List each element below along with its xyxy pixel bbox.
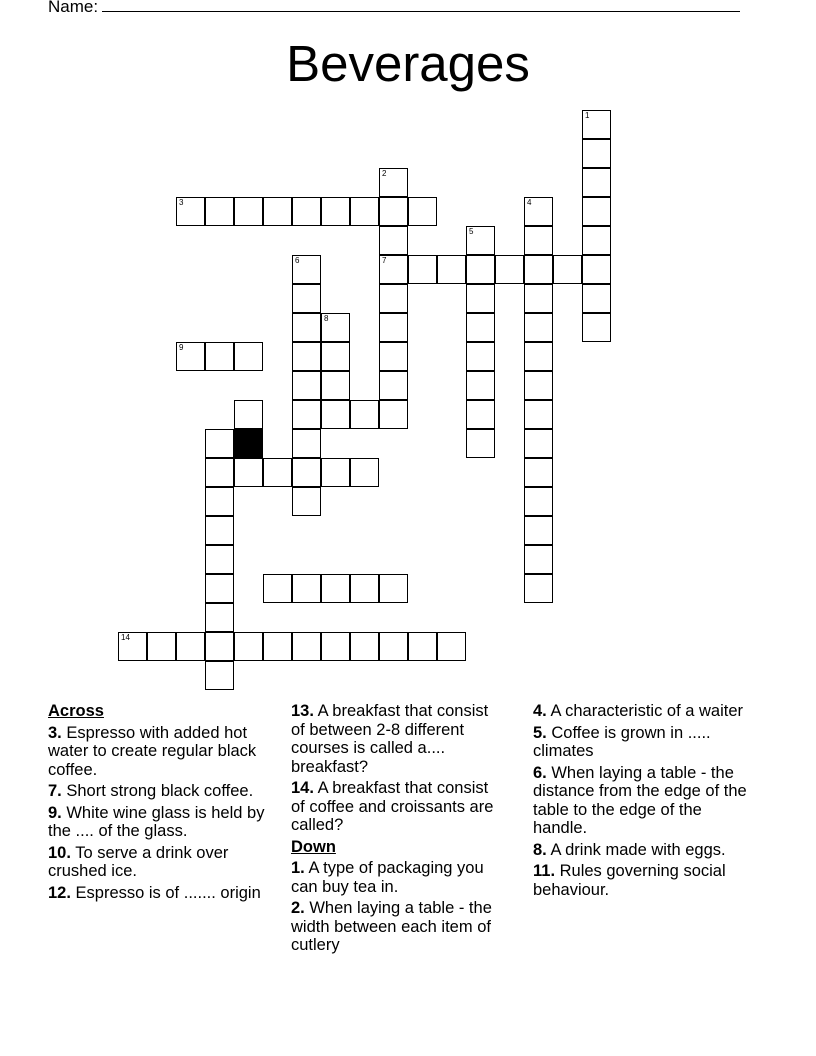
clue-number: 11: [237, 430, 246, 439]
grid-cell[interactable]: [205, 342, 234, 371]
grid-cell[interactable]: [379, 313, 408, 342]
grid-cell[interactable]: [205, 632, 234, 661]
grid-cell[interactable]: [234, 197, 263, 226]
grid-cell[interactable]: [524, 545, 553, 574]
grid-cell[interactable]: [466, 313, 495, 342]
page-title: Beverages: [286, 35, 530, 92]
grid-cell[interactable]: [437, 255, 466, 284]
grid-cell[interactable]: [321, 197, 350, 226]
grid-cell[interactable]: [379, 226, 408, 255]
grid-cell[interactable]: [379, 371, 408, 400]
clue-column-2: [291, 702, 506, 958]
grid-cell[interactable]: [408, 255, 437, 284]
grid-cell[interactable]: [205, 458, 234, 487]
grid-cell[interactable]: [321, 371, 350, 400]
grid-cell[interactable]: [379, 632, 408, 661]
grid-cell[interactable]: [379, 342, 408, 371]
grid-cell[interactable]: [263, 574, 292, 603]
grid-cell[interactable]: [582, 110, 611, 139]
grid-cell[interactable]: [292, 371, 321, 400]
grid-cell[interactable]: [524, 400, 553, 429]
grid-cell[interactable]: [582, 168, 611, 197]
grid-cell[interactable]: [321, 313, 350, 342]
grid-cell[interactable]: [524, 255, 553, 284]
grid-cell[interactable]: [350, 574, 379, 603]
clue-across-10: 10. To serve a drink over crushed ice.: [48, 843, 229, 880]
grid-cell[interactable]: [553, 255, 582, 284]
grid-cell[interactable]: [379, 574, 408, 603]
grid-cell[interactable]: [263, 197, 292, 226]
grid-cell[interactable]: [321, 632, 350, 661]
down-heading: Down: [291, 837, 336, 856]
grid-cell[interactable]: [176, 342, 205, 371]
grid-cell[interactable]: [466, 284, 495, 313]
grid-cell[interactable]: [582, 313, 611, 342]
grid-cell[interactable]: [176, 197, 205, 226]
grid-cell[interactable]: [118, 632, 147, 661]
clue-across-9: 9. White wine glass is held by the .... of the glass.: [48, 803, 265, 840]
grid-cell[interactable]: [292, 458, 321, 487]
clue-number: 9: [179, 343, 184, 352]
clue-down-4: 4. A characteristic of a waiter: [533, 702, 744, 720]
grid-cell[interactable]: [350, 632, 379, 661]
grid-cell[interactable]: [176, 632, 205, 661]
name-label: Name:: [48, 0, 99, 16]
grid-cell[interactable]: [582, 284, 611, 313]
grid-cell[interactable]: [321, 574, 350, 603]
across-heading: Across: [48, 702, 104, 720]
grid-cell[interactable]: [524, 574, 553, 603]
grid-cell[interactable]: [379, 255, 408, 284]
clue-down-6: 6. When laying a table - the distance from the edge of the table to the edge of the handle.: [533, 763, 747, 837]
grid-cell[interactable]: [524, 487, 553, 516]
clue-across-12: 12. Espresso is of ....... origin: [48, 883, 261, 902]
grid-cell[interactable]: [350, 458, 379, 487]
grid-cell[interactable]: [292, 429, 321, 458]
grid-cell[interactable]: [234, 458, 263, 487]
grid-cell[interactable]: [292, 574, 321, 603]
clue-number: 1: [585, 111, 590, 120]
clue-across-3: 3. Espresso with added hot water to create regular black coffee.: [48, 723, 257, 779]
grid-cell[interactable]: [205, 545, 234, 574]
grid-cell[interactable]: [263, 458, 292, 487]
grid-cell[interactable]: [292, 632, 321, 661]
grid-cell[interactable]: [466, 255, 495, 284]
grid-cell[interactable]: [292, 400, 321, 429]
clue-number: 14: [121, 633, 130, 642]
grid-cell[interactable]: [524, 429, 553, 458]
grid-cell[interactable]: [379, 284, 408, 313]
grid-cell[interactable]: [234, 400, 263, 429]
clue-number: 5: [469, 227, 474, 236]
clue-across-14: 14. A breakfast that consist of coffee and croissants are called?: [291, 779, 494, 834]
clue-number: 4: [527, 198, 532, 207]
grid-cell[interactable]: [466, 429, 495, 458]
grid-cell[interactable]: [321, 400, 350, 429]
grid-cell[interactable]: [524, 226, 553, 255]
clue-down-2: 2. When laying a table - the width between each item of cutlery: [291, 899, 492, 954]
grid-cell[interactable]: [321, 458, 350, 487]
grid-cell[interactable]: [466, 226, 495, 255]
grid-cell[interactable]: [205, 661, 234, 690]
grid-cell[interactable]: [292, 487, 321, 516]
clue-across-13: 13. A breakfast that consist of between 2-8 different courses is called a.... breakfast?: [291, 702, 489, 776]
grid-cell[interactable]: [234, 342, 263, 371]
grid-cell[interactable]: [582, 226, 611, 255]
grid-cell[interactable]: [379, 197, 408, 226]
grid-cell[interactable]: [466, 342, 495, 371]
grid-cell[interactable]: [437, 632, 466, 661]
grid-cell[interactable]: [408, 197, 437, 226]
grid-cell[interactable]: [408, 632, 437, 661]
grid-cell[interactable]: [263, 632, 292, 661]
grid-cell[interactable]: [466, 400, 495, 429]
clue-number: 6: [295, 256, 300, 265]
clue-down-11: 11. Rules governing social behaviour.: [533, 862, 726, 899]
grid-cell[interactable]: [582, 139, 611, 168]
grid-cell[interactable]: [292, 197, 321, 226]
grid-cell[interactable]: [234, 632, 263, 661]
clue-down-1: 1. A type of packaging you can buy tea in.: [291, 859, 484, 896]
clue-number: 2: [382, 169, 387, 178]
grid-cell[interactable]: [524, 516, 553, 545]
clue-column-1: [48, 702, 278, 905]
grid-cell[interactable]: [582, 255, 611, 284]
grid-cell[interactable]: [292, 342, 321, 371]
clue-down-8: 8. A drink made with eggs.: [533, 840, 726, 859]
grid-cell[interactable]: [350, 400, 379, 429]
grid-cell[interactable]: [379, 168, 408, 197]
grid-cell[interactable]: [292, 313, 321, 342]
grid-cell[interactable]: [466, 371, 495, 400]
grid-cell[interactable]: [495, 255, 524, 284]
grid-cell[interactable]: [292, 284, 321, 313]
grid-cell[interactable]: [205, 197, 234, 226]
grid-cell[interactable]: [524, 313, 553, 342]
grid-cell[interactable]: [205, 574, 234, 603]
grid-cell[interactable]: [147, 632, 176, 661]
grid-cell[interactable]: [524, 458, 553, 487]
grid-cell[interactable]: [524, 342, 553, 371]
grid-cell[interactable]: [524, 197, 553, 226]
clue-column-3: [533, 702, 758, 902]
grid-cell[interactable]: [205, 429, 234, 458]
clue-down-5: 5. Coffee is grown in ..... climates: [533, 723, 711, 760]
clue-number: 8: [324, 314, 329, 323]
grid-cell[interactable]: [321, 342, 350, 371]
clue-across-7: 7. Short strong black coffee.: [48, 782, 254, 800]
clue-number: 7: [382, 256, 387, 265]
grid-cell[interactable]: [205, 487, 234, 516]
clue-number: 3: [179, 198, 184, 207]
grid-cell[interactable]: [205, 516, 234, 545]
grid-cell[interactable]: [524, 284, 553, 313]
black-cell: [234, 429, 263, 458]
grid-cell[interactable]: [524, 371, 553, 400]
grid-cell[interactable]: [292, 255, 321, 284]
grid-cell[interactable]: [350, 197, 379, 226]
grid-cell[interactable]: [379, 400, 408, 429]
grid-cell[interactable]: [582, 197, 611, 226]
grid-cell[interactable]: [205, 603, 234, 632]
